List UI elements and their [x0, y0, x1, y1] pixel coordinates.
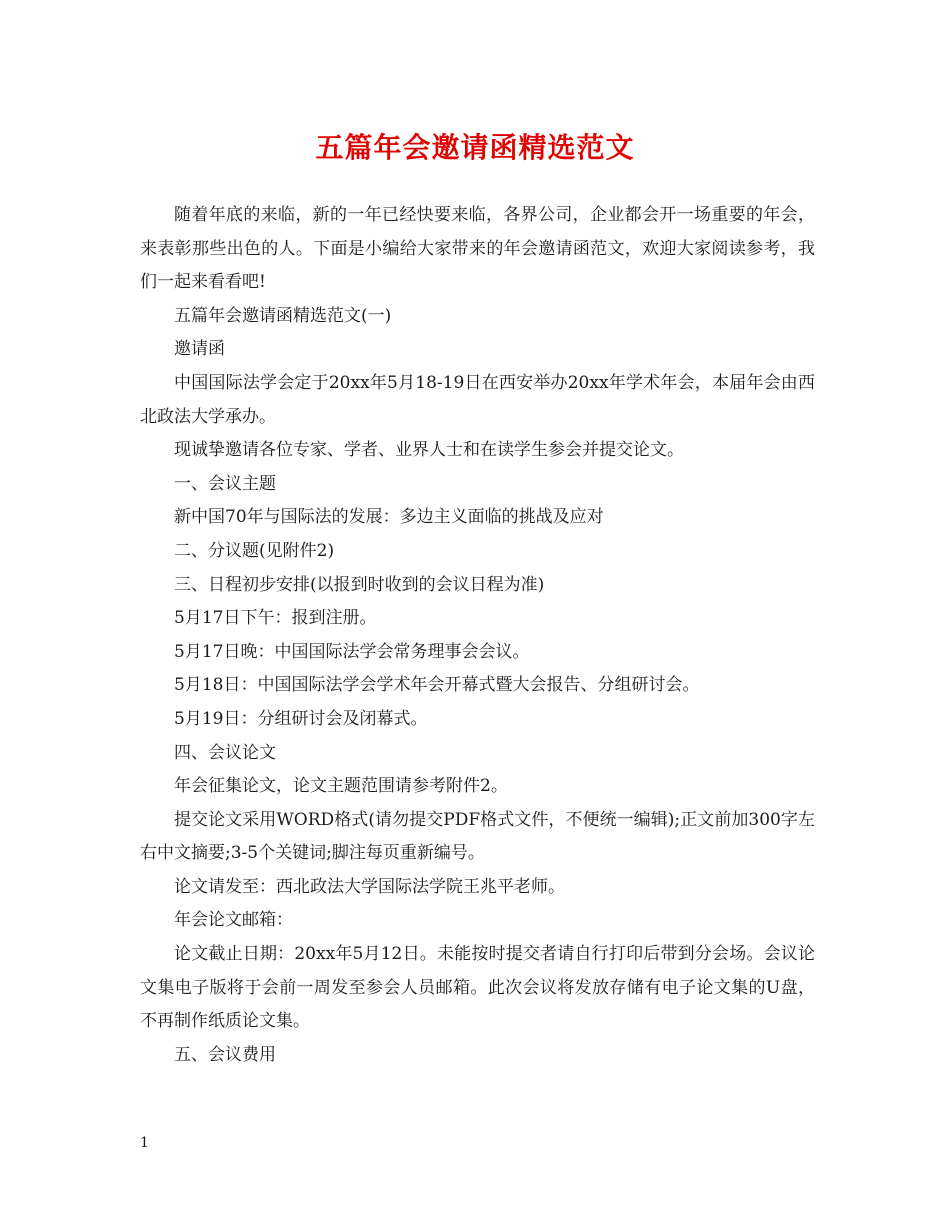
schedule-item: 5月17日下午：报到注册。	[174, 608, 377, 629]
schedule-item: 5月19日：分组研讨会及闭幕式。	[174, 708, 428, 729]
schedule-item: 5月18日：中国国际法学会学术年会开幕式暨大会报告、分组研讨会。	[174, 675, 700, 696]
body-paragraph: 年会征集论文，论文主题范围请参考附件2。	[174, 776, 508, 797]
schedule-item: 5月17日晚：中国国际法学会常务理事会会议。	[174, 641, 530, 662]
letter-heading: 邀请函	[174, 339, 225, 360]
body-paragraph: 论文截止日期：20xx年5月12日。未能按时提交者请自行打印后带到分会场。会议论文集电子版将于会前一周发至参会人员邮箱。此次会议将发放存储有电子论文集的U盘，不再制作纸质论文集。	[140, 944, 815, 1032]
section-heading: 五篇年会邀请函精选范文(一)	[174, 305, 392, 326]
body-paragraph: 现诚挚邀请各位专家、学者、业界人士和在读学生参会并提交论文。	[174, 440, 684, 461]
subheading: 二、分议题(见附件2)	[174, 540, 335, 561]
subheading: 四、会议论文	[174, 742, 276, 763]
body-paragraph: 年会论文邮箱：	[174, 910, 293, 931]
document-title: 五篇年会邀请函精选范文	[315, 131, 635, 164]
intro-paragraph: 随着年底的来临，新的一年已经快要来临，各界公司，企业都会开一场重要的年会，来表彰那些出色的人。下面是小编给大家带来的年会邀请函范文，欢迎大家阅读参考，我们一起来看看吧!	[140, 205, 815, 293]
page-number: 1	[140, 1135, 149, 1151]
document-body	[140, 199, 815, 1072]
subheading: 三、日程初步安排(以报到时收到的会议日程为准)	[174, 574, 545, 595]
body-paragraph: 新中国70年与国际法的发展：多边主义面临的挑战及应对	[174, 507, 604, 528]
subheading: 一、会议主题	[174, 473, 276, 494]
body-paragraph: 论文请发至：西北政法大学国际法学院王兆平老师。	[174, 876, 565, 897]
body-paragraph: 中国国际法学会定于20xx年5月18-19日在西安举办20xx年学术年会，本届年会由西北政法大学承办。	[140, 372, 815, 427]
subheading: 五、会议费用	[174, 1044, 276, 1065]
body-paragraph: 提交论文采用WORD格式(请勿提交PDF格式文件，不便统一编辑);正文前加300字左右中文摘要;3-5个关键词;脚注每页重新编号。	[140, 809, 815, 864]
